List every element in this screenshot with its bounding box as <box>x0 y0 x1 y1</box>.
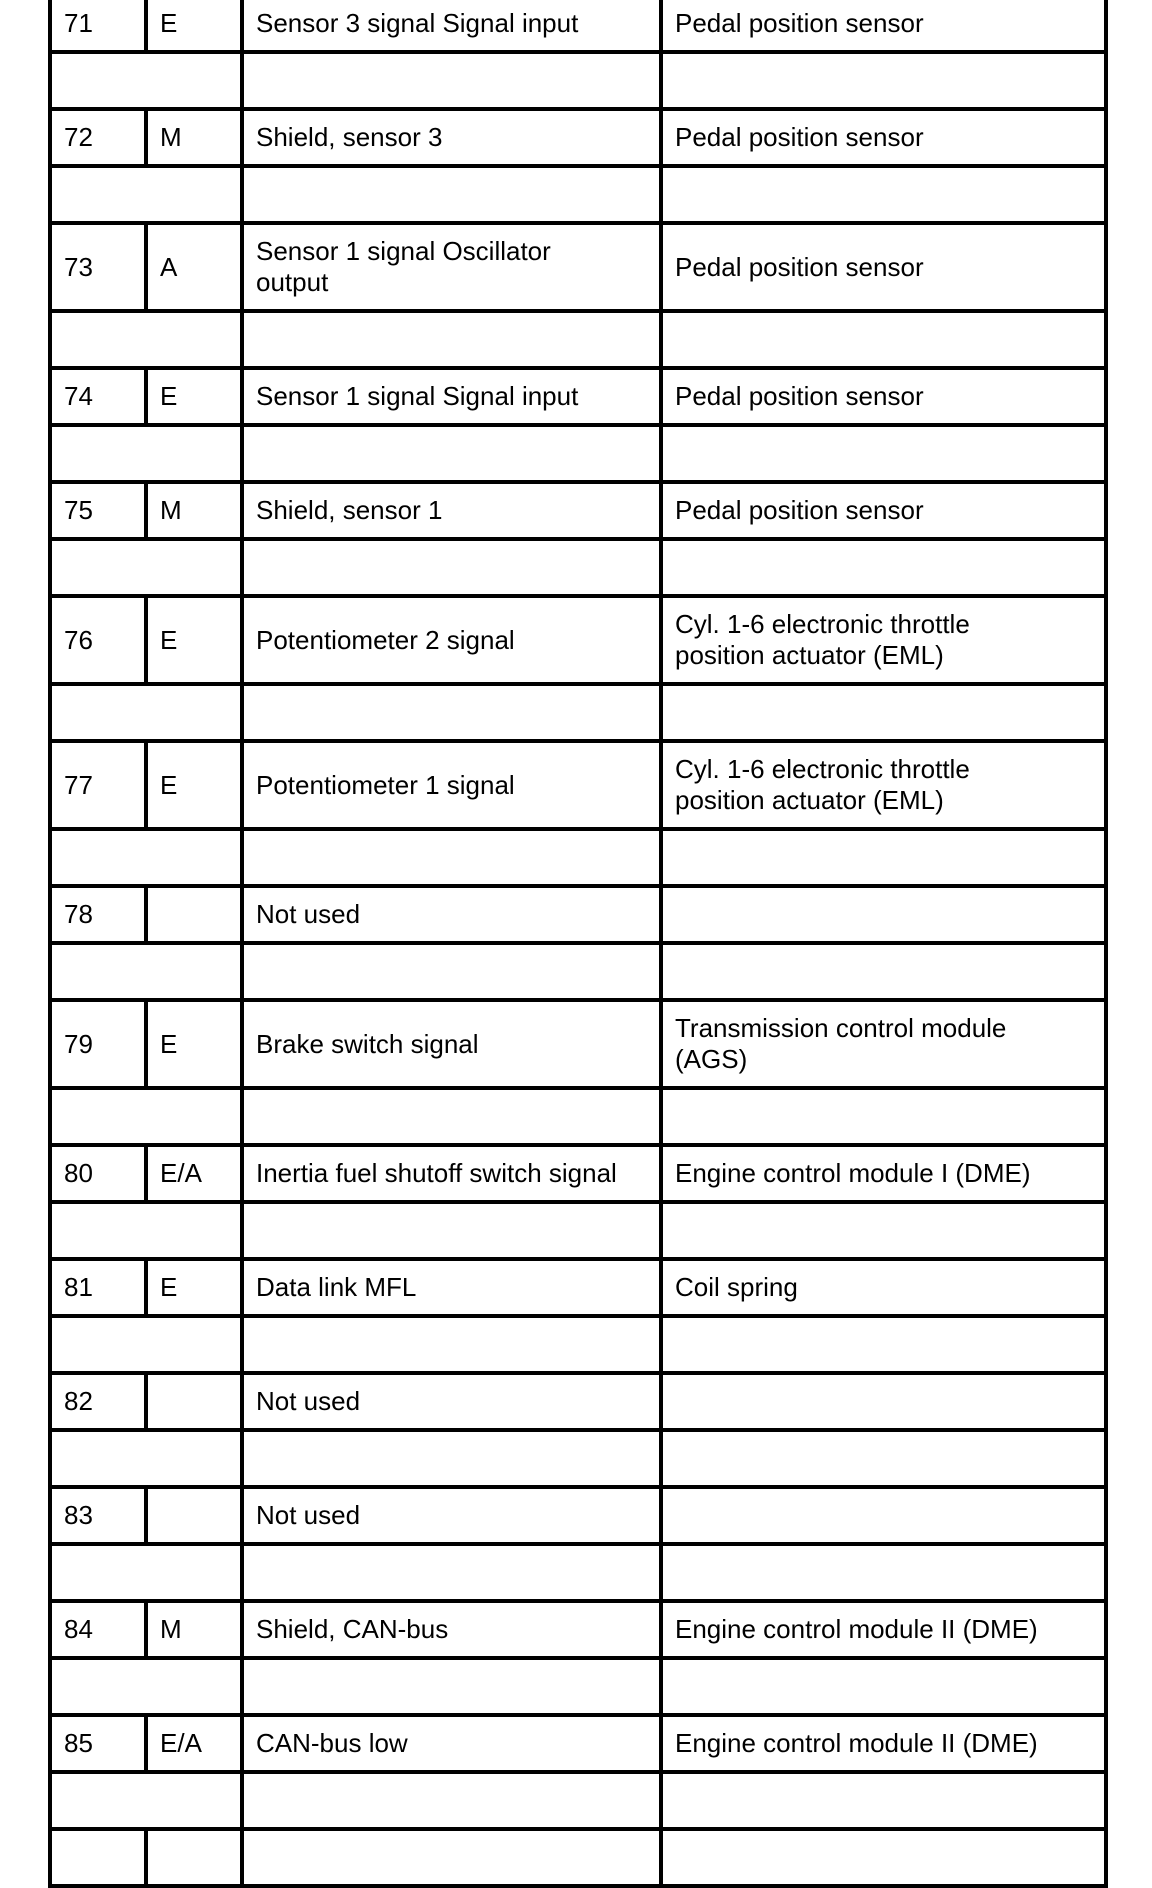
pin-type <box>144 1489 240 1542</box>
connected-component: Pedal position sensor <box>659 225 1108 309</box>
spacer-cell <box>240 54 659 107</box>
table-row <box>48 598 1108 686</box>
pin-number: 82 <box>48 1375 144 1428</box>
table-row <box>48 370 1108 427</box>
pin-number: 72 <box>48 111 144 164</box>
connected-component: Cyl. 1-6 electronic throttle position actuator (EML) <box>659 598 1108 682</box>
spacer-cell <box>48 1432 240 1485</box>
signal-description: Not used <box>240 1489 659 1542</box>
spacer-row <box>48 1660 1108 1717</box>
spacer-cell <box>659 1318 1108 1371</box>
spacer-cell <box>48 831 240 884</box>
table-row <box>48 0 1108 54</box>
table-row <box>48 225 1108 313</box>
spacer-row <box>48 1204 1108 1261</box>
connected-component: Engine control module II (DME) <box>659 1717 1108 1770</box>
spacer-cell <box>48 54 240 107</box>
spacer-row <box>48 1090 1108 1147</box>
pin-type: E <box>144 1261 240 1314</box>
table-row <box>48 1147 1108 1204</box>
spacer-cell <box>48 1660 240 1713</box>
pin-number: 81 <box>48 1261 144 1314</box>
spacer-row <box>48 831 1108 888</box>
pin-type <box>144 1375 240 1428</box>
table-row <box>48 1831 1108 1888</box>
spacer-cell <box>240 427 659 480</box>
spacer-row <box>48 313 1108 370</box>
spacer-cell <box>48 1318 240 1371</box>
spacer-cell <box>48 945 240 998</box>
spacer-cell <box>659 54 1108 107</box>
pin-number: 76 <box>48 598 144 682</box>
spacer-row <box>48 168 1108 225</box>
table-row <box>48 1261 1108 1318</box>
spacer-cell <box>240 1318 659 1371</box>
pin-number: 77 <box>48 743 144 827</box>
pin-number: 71 <box>48 0 144 50</box>
pin-number: 84 <box>48 1603 144 1656</box>
spacer-row <box>48 945 1108 1002</box>
signal-description: Potentiometer 2 signal <box>240 598 659 682</box>
pin-type: M <box>144 111 240 164</box>
pin-number: 75 <box>48 484 144 537</box>
spacer-cell <box>240 686 659 739</box>
spacer-cell <box>659 427 1108 480</box>
pin-number: 78 <box>48 888 144 941</box>
spacer-cell <box>48 541 240 594</box>
spacer-row <box>48 1546 1108 1603</box>
spacer-cell <box>240 313 659 366</box>
signal-description: Data link MFL <box>240 1261 659 1314</box>
spacer-cell <box>240 1090 659 1143</box>
connected-component: Transmission control module (AGS) <box>659 1002 1108 1086</box>
connected-component: Cyl. 1-6 electronic throttle position actuator (EML) <box>659 743 1108 827</box>
spacer-cell <box>240 1432 659 1485</box>
spacer-cell <box>659 313 1108 366</box>
pin-number: 74 <box>48 370 144 423</box>
spacer-cell <box>659 686 1108 739</box>
spacer-cell <box>240 1204 659 1257</box>
table-row <box>48 1002 1108 1090</box>
pin-number: 85 <box>48 1717 144 1770</box>
spacer-row <box>48 1432 1108 1489</box>
spacer-cell <box>659 1831 1108 1884</box>
signal-description: Sensor 1 signal Signal input <box>240 370 659 423</box>
signal-description: Shield, CAN-bus <box>240 1603 659 1656</box>
spacer-row <box>48 54 1108 111</box>
connected-component: Coil spring <box>659 1261 1108 1314</box>
table-row <box>48 1489 1108 1546</box>
spacer-cell <box>659 1774 1108 1827</box>
pin-type: E <box>144 1002 240 1086</box>
connected-component: Pedal position sensor <box>659 484 1108 537</box>
pin-type: A <box>144 225 240 309</box>
signal-description: Sensor 3 signal Signal input <box>240 0 659 50</box>
signal-description: Shield, sensor 1 <box>240 484 659 537</box>
spacer-cell <box>48 1774 240 1827</box>
pin-number: 83 <box>48 1489 144 1542</box>
table-row <box>48 1717 1108 1774</box>
spacer-row <box>48 1318 1108 1375</box>
spacer-cell <box>659 945 1108 998</box>
pin-type: E <box>144 743 240 827</box>
pin-type: M <box>144 484 240 537</box>
spacer-row <box>48 1774 1108 1831</box>
spacer-cell <box>659 1090 1108 1143</box>
spacer-cell <box>240 168 659 221</box>
signal-description: Not used <box>240 888 659 941</box>
pin-type: M <box>144 1603 240 1656</box>
connected-component <box>659 1489 1108 1542</box>
signal-description: CAN-bus low <box>240 1717 659 1770</box>
spacer-cell <box>48 1204 240 1257</box>
connected-component: Engine control module I (DME) <box>659 1147 1108 1200</box>
signal-description: Not used <box>240 1375 659 1428</box>
spacer-cell <box>48 427 240 480</box>
spacer-cell <box>240 1660 659 1713</box>
pin-type: E <box>144 370 240 423</box>
table-row <box>48 1375 1108 1432</box>
spacer-row <box>48 686 1108 743</box>
spacer-cell <box>48 1090 240 1143</box>
spacer-row <box>48 427 1108 484</box>
pin-type <box>144 888 240 941</box>
spacer-cell <box>659 168 1108 221</box>
pin-number: 79 <box>48 1002 144 1086</box>
connected-component: Pedal position sensor <box>659 0 1108 50</box>
connected-component: Pedal position sensor <box>659 370 1108 423</box>
connected-component: Pedal position sensor <box>659 111 1108 164</box>
table-row <box>48 743 1108 831</box>
spacer-cell <box>659 541 1108 594</box>
spacer-cell <box>48 686 240 739</box>
spacer-cell <box>659 1204 1108 1257</box>
spacer-cell <box>240 1774 659 1827</box>
pin-assignment-table <box>48 0 1108 1888</box>
spacer-cell <box>659 1432 1108 1485</box>
table-row <box>48 888 1108 945</box>
connected-component <box>659 888 1108 941</box>
spacer-cell <box>240 541 659 594</box>
spacer-row <box>48 541 1108 598</box>
table-row <box>48 1603 1108 1660</box>
pin-type: E/A <box>144 1717 240 1770</box>
pin-type: E <box>144 598 240 682</box>
spacer-cell <box>659 1546 1108 1599</box>
table-row <box>48 484 1108 541</box>
spacer-cell <box>240 945 659 998</box>
spacer-cell <box>659 831 1108 884</box>
spacer-cell <box>48 313 240 366</box>
pin-type: E/A <box>144 1147 240 1200</box>
spacer-cell <box>48 1546 240 1599</box>
signal-description: Potentiometer 1 signal <box>240 743 659 827</box>
signal-description: Shield, sensor 3 <box>240 111 659 164</box>
spacer-cell <box>144 1831 240 1884</box>
table-row <box>48 111 1108 168</box>
connected-component: Engine control module II (DME) <box>659 1603 1108 1656</box>
spacer-cell <box>48 168 240 221</box>
spacer-cell <box>240 1831 659 1884</box>
signal-description: Brake switch signal <box>240 1002 659 1086</box>
pin-type: E <box>144 0 240 50</box>
spacer-cell <box>659 1660 1108 1713</box>
pin-number: 73 <box>48 225 144 309</box>
spacer-cell <box>240 831 659 884</box>
signal-description: Inertia fuel shutoff switch signal <box>240 1147 659 1200</box>
signal-description: Sensor 1 signal Oscillator output <box>240 225 659 309</box>
spacer-cell <box>48 1831 144 1884</box>
connected-component <box>659 1375 1108 1428</box>
spacer-cell <box>240 1546 659 1599</box>
pin-number: 80 <box>48 1147 144 1200</box>
